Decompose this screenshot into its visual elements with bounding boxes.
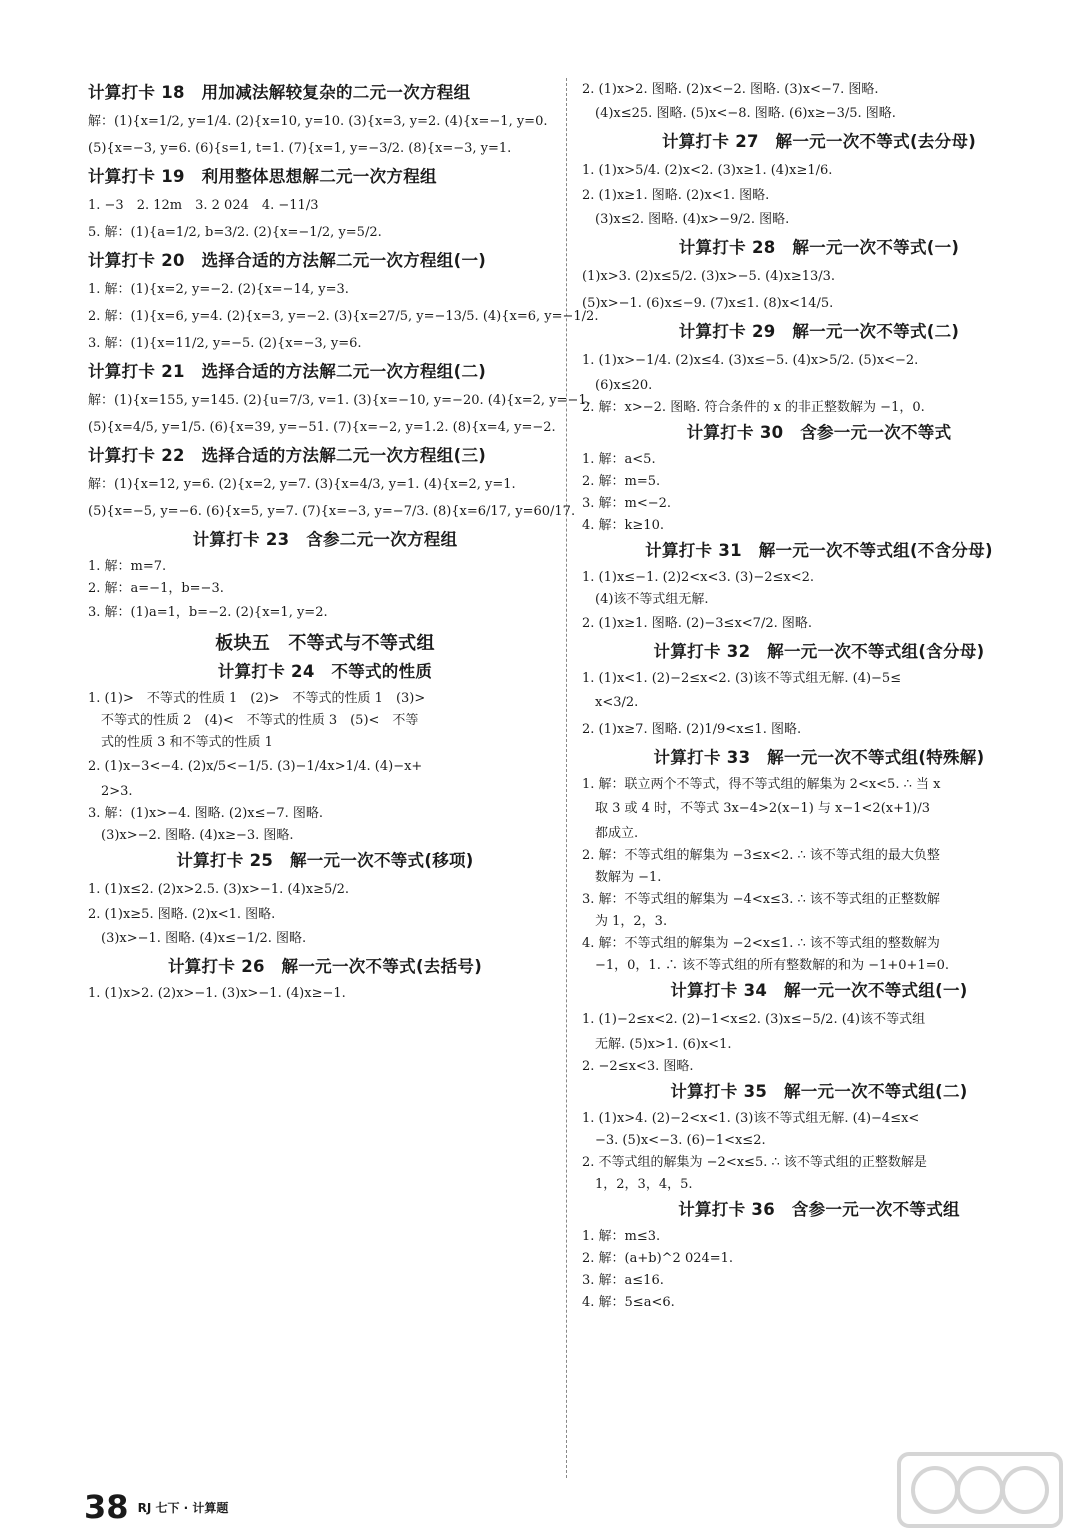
section-title: 计算打卡 21 选择合适的方法解二元一次方程组(二): [88, 362, 487, 381]
answer-line: 4. 解：5≤a<6.: [582, 1295, 675, 1310]
answer-line: (6)x≤20.: [582, 378, 653, 393]
answer-line: 2. (1)x≥1. 图略. (2)x<1. 图略.: [582, 188, 770, 203]
answer-section: [88, 528, 562, 626]
answer-line: 不等式的性质 2 (4)< 不等式的性质 3 (5)< 不等: [88, 713, 419, 728]
section-title: 计算打卡 29 解一元一次不等式(二): [678, 322, 960, 341]
answer-line: 3. 解：(1)a=1，b=−2. (2){x=1, y=2.: [88, 605, 328, 620]
answer-line: 数解为 −1.: [582, 870, 662, 885]
section-title: 计算打卡 25 解一元一次不等式(移项): [176, 851, 474, 870]
answer-line: 取 3 或 4 时，不等式 3x−4>2(x−1) 与 x−1<2(x+1)/3: [582, 801, 930, 816]
answer-line: 2. (1)x≥5. 图略. (2)x<1. 图略.: [88, 907, 276, 922]
answer-line: (1)x>3. (2)x≤5/2. (3)x>−5. (4)x≥13/3.: [582, 269, 836, 284]
answer-line: x<3/2.: [582, 695, 639, 710]
answer-line: 3. 解：m<−2.: [582, 496, 672, 511]
answer-section: [88, 360, 591, 441]
answer-section: [88, 165, 562, 246]
section-title: 计算打卡 27 解一元一次不等式(去分母): [661, 132, 977, 151]
answer-line: 1. (1)x>2. (2)x>−1. (3)x>−1. (4)x≥−1.: [88, 986, 346, 1001]
answer-line: 1. −3 2. 12m 3. 2 024 4. −11/3: [88, 198, 319, 213]
answer-line: 2. 解：(1){x=6, y=4. (2){x=3, y=−2. (3){x=27/5, y=−13/5. (4){x=6, y=−1/2.: [88, 309, 599, 324]
column-divider: [566, 78, 567, 1478]
answer-section: [88, 249, 599, 357]
answer-line: 1，2，3，4，5.: [582, 1177, 693, 1192]
left-column: [88, 78, 599, 1005]
answer-line: 3. 解：不等式组的解集为 −4<x≤3. ∴ 该不等式组的正整数解: [582, 892, 940, 907]
answer-line: 1. 解：m≤3.: [582, 1229, 661, 1244]
answer-section: [582, 320, 1056, 418]
watermark-logo: [895, 1450, 1065, 1530]
answer-line: 1. (1)x>4. (2)−2<x<1. (3)该不等式组无解. (4)−4≤x<: [582, 1111, 920, 1126]
answer-section: [88, 81, 562, 162]
section-title: 计算打卡 26 解一元一次不等式(去括号): [167, 957, 483, 976]
answer-line: 2. 解：x>−2. 图略. 符合条件的 x 的非正整数解为 −1，0.: [582, 400, 925, 415]
answer-line: 2. 解：(a+b)^2 024=1.: [582, 1251, 734, 1266]
footer-label: RJ 七下 · 计算题: [137, 1500, 229, 1515]
answer-line: 1. (1)x>−1/4. (2)x≤4. (3)x≤−5. (4)x>5/2. (5)x<−2.: [582, 353, 919, 368]
section-title: 计算打卡 28 解一元一次不等式(一): [678, 238, 960, 257]
section-title: 计算打卡 35 解一元一次不等式组(二): [670, 1082, 968, 1101]
answer-line: 解：(1){x=12, y=6. (2){x=2, y=7. (3){x=4/3, y=1. (4){x=2, y=1.: [88, 477, 516, 492]
answer-line: 2. (1)x≥7. 图略. (2)1/9<x≤1. 图略.: [582, 722, 802, 737]
section-title: 计算打卡 31 解一元一次不等式组(不含分母): [645, 541, 993, 560]
answer-section: [88, 849, 562, 952]
section-title: 计算打卡 30 含参一元一次不等式: [686, 423, 952, 442]
answer-line: (3)x>−1. 图略. (4)x≤−1/2. 图略.: [88, 931, 307, 946]
answer-line: 3. 解：a≤16.: [582, 1273, 664, 1288]
answer-line: 3. 解：(1)x>−4. 图略. (2)x≤−7. 图略.: [88, 806, 324, 821]
section-title: 计算打卡 23 含参二元一次方程组: [192, 530, 458, 549]
answer-section: [88, 955, 562, 1004]
answer-line: (3)x≤2. 图略. (4)x>−9/2. 图略.: [582, 212, 790, 227]
answer-line: 1. (1)x<1. (2)−2≤x<2. (3)该不等式组无解. (4)−5≤: [582, 671, 902, 686]
section-title: 计算打卡 22 选择合适的方法解二元一次方程组(三): [88, 446, 487, 465]
answer-line: 1. 解：m=7.: [88, 559, 167, 574]
answer-line: 1. (1)x>5/4. (2)x<2. (3)x≥1. (4)x≥1/6.: [582, 163, 833, 178]
module-title: 板块五 不等式与不等式组: [215, 633, 435, 654]
answer-line: 1. (1)−2≤x<2. (2)−1<x≤2. (3)x≤−5/2. (4)该不等式组: [582, 1012, 926, 1027]
page-footer: [84, 1488, 228, 1526]
page-number: 38: [84, 1488, 129, 1526]
section-title: 计算打卡 32 解一元一次不等式组(含分母): [653, 642, 985, 661]
answer-section: [88, 632, 562, 656]
answer-line: 1. (1)x≤−1. (2)2<x<3. (3)−2≤x<2.: [582, 570, 815, 585]
answer-line: (4)该不等式组无解.: [582, 592, 709, 607]
answer-line: −1，0，1. ∴ 该不等式组的所有整数解的和为 −1+0+1=0.: [582, 958, 950, 973]
answer-section: [88, 660, 562, 846]
answer-line: 2. 不等式组的解集为 −2<x≤5. ∴ 该不等式组的正整数解是: [582, 1155, 927, 1170]
answer-section: [582, 640, 1056, 743]
section-title: 计算打卡 34 解一元一次不等式组(一): [670, 981, 968, 1000]
answer-line: 2. 解：m=5.: [582, 474, 661, 489]
answer-line: 4. 解：k≥10.: [582, 518, 664, 533]
answer-section: [582, 236, 1056, 317]
answer-line: 2. 解：a=−1，b=−3.: [88, 581, 224, 596]
answer-line: (4)x≤25. 图略. (5)x<−8. 图略. (6)x≥−3/5. 图略.: [582, 106, 896, 121]
answer-line: 1. 解：(1){x=2, y=−2. (2){x=−14, y=3.: [88, 282, 349, 297]
answer-line: 2. (1)x>2. 图略. (2)x<−2. 图略. (3)x<−7. 图略.: [582, 82, 879, 97]
answer-line: 为 1，2，3.: [582, 914, 668, 929]
answer-line: 2>3.: [88, 784, 133, 799]
answer-line: 1. (1)> 不等式的性质 1 (2)> 不等式的性质 1 (3)>: [88, 691, 426, 706]
section-title: 计算打卡 24 不等式的性质: [217, 662, 433, 681]
answer-line: 解：(1){x=1/2, y=1/4. (2){x=10, y=10. (3){x=3, y=2. (4){x=−1, y=0.: [88, 114, 548, 129]
section-title: 计算打卡 36 含参一元一次不等式组: [678, 1200, 960, 1219]
answer-line: 5. 解：(1){a=1/2, b=3/2. (2){x=−1/2, y=5/2.: [88, 225, 382, 240]
answer-line: 都成立.: [582, 826, 639, 841]
answer-section: [582, 1198, 1056, 1313]
answer-line: 2. (1)x−3<−4. (2)x/5<−1/5. (3)−1/4x>1/4. (4)−x+: [88, 759, 423, 774]
right-column: [582, 78, 1056, 1314]
section-title: 计算打卡 19 利用整体思想解二元一次方程组: [88, 167, 437, 186]
answer-line: (5)x>−1. (6)x≤−9. (7)x≤1. (8)x<14/5.: [582, 296, 834, 311]
answer-section: [582, 130, 1056, 233]
answer-line: (5){x=−3, y=6. (6){s=1, t=1. (7){x=1, y=−3/2. (8){x=−3, y=1.: [88, 141, 512, 156]
answer-line: 1. 解：联立两个不等式，得不等式组的解集为 2<x<5. ∴ 当 x: [582, 777, 941, 792]
answer-section: [582, 421, 1056, 536]
answer-line: (5){x=4/5, y=1/5. (6){x=39, y=−51. (7){x=−2, y=1.2. (8){x=4, y=−2.: [88, 420, 556, 435]
answer-line: 3. 解：(1){x=11/2, y=−5. (2){x=−3, y=6.: [88, 336, 362, 351]
section-title: 计算打卡 18 用加减法解较复杂的二元一次方程组: [88, 83, 471, 102]
answer-line: (5){x=−5, y=−6. (6){x=5, y=7. (7){x=−3, y=−7/3. (8){x=6/17, y=60/17.: [88, 504, 576, 519]
answer-line: 解：(1){x=155, y=145. (2){u=7/3, v=1. (3){x=−10, y=−20. (4){x=2, y=−1.: [88, 393, 591, 408]
answer-section: [582, 539, 1056, 637]
answer-line: 式的性质 3 和不等式的性质 1: [88, 735, 273, 750]
answer-line: (3)x>−2. 图略. (4)x≥−3. 图略.: [88, 828, 294, 843]
answer-section: [88, 444, 576, 525]
answer-line: 4. 解：不等式组的解集为 −2<x≤1. ∴ 该不等式组的整数解为: [582, 936, 940, 951]
answer-section: [582, 1080, 1056, 1195]
answer-line: 1. (1)x≤2. (2)x>2.5. (3)x>−1. (4)x≥5/2.: [88, 882, 350, 897]
answer-line: 2. 解：不等式组的解集为 −3≤x<2. ∴ 该不等式组的最大负整: [582, 848, 940, 863]
answer-line: 1. 解：a<5.: [582, 452, 656, 467]
answer-line: 无解. (5)x>1. (6)x<1.: [582, 1037, 732, 1052]
answer-section: [582, 979, 1056, 1077]
answer-section: [582, 746, 1056, 976]
answer-line: 2. −2≤x<3. 图略.: [582, 1059, 694, 1074]
answer-section: [582, 79, 1056, 127]
section-title: 计算打卡 33 解一元一次不等式组(特殊解): [653, 748, 985, 767]
answer-line: 2. (1)x≥1. 图略. (2)−3≤x<7/2. 图略.: [582, 616, 812, 631]
answer-line: −3. (5)x<−3. (6)−1<x≤2.: [582, 1133, 766, 1148]
section-title: 计算打卡 20 选择合适的方法解二元一次方程组(一): [88, 251, 487, 270]
